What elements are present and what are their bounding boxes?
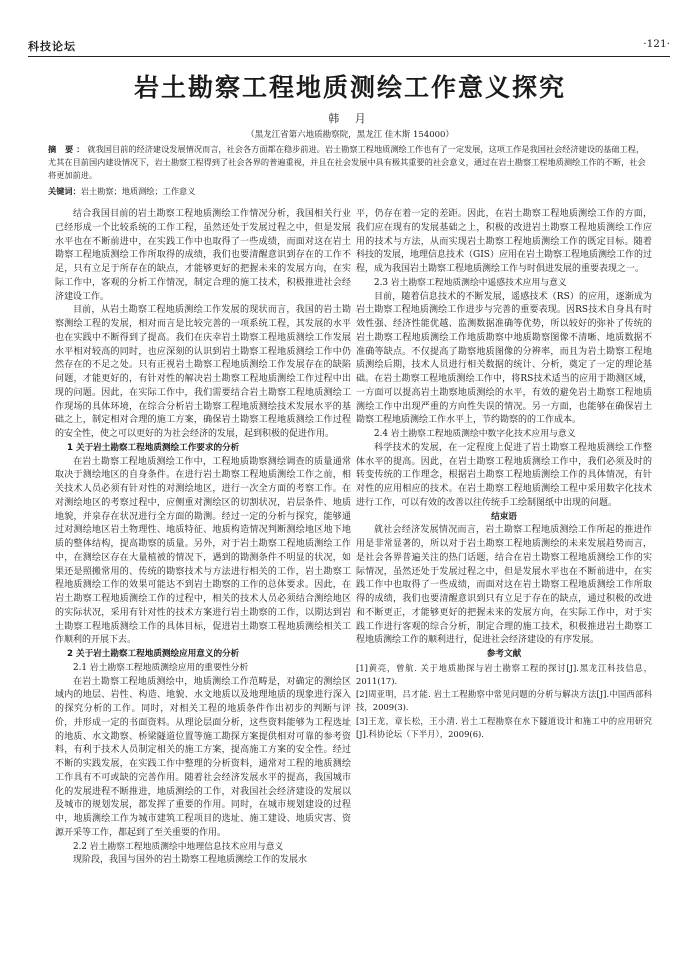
- abstract-label: 摘 要：: [48, 144, 88, 154]
- conclusion-heading: 结束语: [491, 511, 517, 522]
- paragraph: 现阶段，我国与国外的岩土勘察工程地质测绘工作的发展水: [73, 855, 308, 866]
- section-heading: 2 关于岩土勘察工程地质测绘应用意义的分析: [67, 649, 240, 659]
- paragraph: 目前，随着信息技术的不断发展，遥感技术（RS）的应用，逐渐成为岩土勘察工程地质测绘工作进步与完善的重要表现。因RS技术自身具有时效性强、经济性能优越、监测数据准确等优势，所以较好的弥补了传统的岩土勘察工程地质测绘工作地质勘察中地质勘察图像不清晰、地质数据不准确等缺点。不仅提高了勘察地质图像的分辨率，而且为岩土勘察工程地质测绘后期，技术人员进行相关数据的统计、分析，奠定了一定的理论基础。在岩土勘察工程地质测绘工作中，将RS技术适当的应用于勘测区域，一方面可以提高岩土勘察地质测绘的水平，有效的避免岩土勘察工程地质测绘工作中出现严重的方向性失误的情况。另一方面，也能够在确保岩土勘察工程地质测绘工作水平上，节约勘察的的工作成本。: [356, 291, 652, 426]
- reference-item: [1]黄亮，曾航. 关于地质勘探与岩土勘察工程的探讨[J].黑龙江科技信息，2011(17).: [356, 662, 652, 686]
- paragraph: 平，仍存在着一定的差距。因此，在岩土勘察工程地质测绘工作的方面，我们应在现有的发展基础之上，积极的改进岩土勘察工程地质测绘工作应用的技术与方法，从而实现岩土勘察工程地质测绘工作的既定目标。随着科技的发展，地理信息技术（GIS）应用在岩土勘察工程地质测绘工作的过程，成为我国岩土勘察工程地质测绘工作与时俱进发展的重要表现之一。: [356, 209, 652, 274]
- keywords-text: 岩土勘察；地质测绘；工作意义: [80, 186, 196, 196]
- subsection-heading: 2.4 岩土勘察工程地质测绘中数字化技术应用与意义: [374, 429, 576, 439]
- paragraph: 科学技术的发展，在一定程度上促进了岩土勘察工程地质测绘工作整体水平的提高。因此，在岩土勘察工程地质测绘工作中，我们必须及时的转变传统的工作理念，根据岩土勘察工程地质测绘工作的具体情况，有针对性的应用相应的技术。在岩土勘察工程地质测绘工程中采用数字化技术进行工作，可以有效的改善以往传统手工绘制图纸中出现的问题。: [356, 442, 652, 508]
- reference-item: [2]周亚明，吕才能. 岩土工程勘察中常见问题的分析与解决方法[J].中国西部科技，2009(3).: [356, 689, 652, 713]
- section-heading: 1 关于岩土勘察工程地质测绘工作要求的分析: [67, 442, 240, 453]
- reference-item: [3]王龙，章长松，王小清. 岩土工程勘察在水下隧道设计和施工中的应用研究[J].科协论坛（下半月），2009(6).: [356, 715, 652, 739]
- author: 韩 月: [328, 112, 372, 125]
- abstract-text: 就我国目前的经济建设发展情况而言，社会各方面都在稳步前进。岩土勘察工程地质测绘工作也有了一定发展，这项工作是我国社会经济建设的基础工程，尤其在目前国内建设情况下，岩土勘察工程得到了社会各界的普遍重视，并且在社会发展中具有极其重要的社会意义，通过在岩土勘察工程地质测绘工作的不断，社会将更加前进。: [48, 144, 646, 181]
- keywords: [48, 185, 652, 198]
- keywords-label: 关键词：: [48, 186, 81, 196]
- subsection-heading: 2.3 岩土勘察工程地质测绘中遥感技术应用与意义: [374, 277, 567, 288]
- subsection-heading: 2.1 岩土勘察工程地质测绘应用的重要性分析: [73, 662, 249, 673]
- article-title: 岩土勘察工程地质测绘工作意义探究: [133, 73, 566, 102]
- right-column: [356, 208, 652, 741]
- paragraph: 在岩土勘察工程地质测绘工作中，工程地质勘察测绘调查的质量通常取决于测绘地区的自身条件。在进行岩土勘察工程地质测绘工作之前，相关技术人员必须有针对性的对测绘地区，进行一次全方面的考察工作。在对测绘地区的考察过程中，应侧重对测绘区的切割状况，岩层条件、地质地貌，并泉存在状况进行全方面的勘测。经过一定的分析与探究，能够通过对测绘地区岩土物理性、地质特征、地质构造情况判断测绘地区地下地质的整体结构，提高勘察的质量。另外，对于岩土勘察工程地质测绘工作中，在测绘区存在大量植被的情况下，遇到的勘测条件不明显的状况，如果还是照搬常用的、传统的勘察技术与方法进行相关的工作，岩土勘察工程地质测绘工作的效果可能达不到岩土勘察的工作的总体要求。因此，在岩土勘察工程地质测绘工作的过程中，相关的技术人员必须结合测绘地区的实际状况，采用有针对性的技术方案进行岩土勘察的工作，以期达到岩土勘察工程地质测绘工作的具体目标，促进岩土勘察工程地质测绘相关工作顺利的开展下去。: [55, 456, 351, 646]
- paragraph: 结合我国目前的岩土勘察工程地质测绘工作情况分析，我国相关行业已经形成一个比较系统的工作工程，虽然还处于发展过程之中，但是发展水平也在不断前进中，在实践工作中也取得了一些成绩，而面对这在岩土勘察工程地质测绘工作所取得的成绩，我们也要清醒意识到存在的工作不足，只有立足于所存在的缺点，才能够更好的把握未来的发展方向，在实际工作中，客观的分析工作情况，制定合理的施工技术，积极推进社会经济建设工作。: [55, 209, 351, 302]
- journal-section: 科技论坛: [28, 40, 76, 53]
- abstract: [48, 143, 652, 183]
- paragraph: 就社会经济发展情况而言，岩土勘察工程地质测绘工作所起的推进作用是非常显著的，所以对于岩土勘察工程地质测绘的未来发展趋势而言，是社会各界普遍关注的热门话题，结合在岩土勘察工程地质测绘工作的实际情况，虽然还处于发展过程之中，但是发展水平也在不断前进中，在实践工作中也取得了一些成绩，而面对这在岩土勘察工程地质测绘工作所取得的成绩，我们也要清醒意识到只有立足于存在的缺点，通过积极的改进和不断更正，才能够更好的把握未来的发展方向，在实际工作中，对于实践工作进行客观的综合分析，制定合理的施工技术，积极推进岩土勘察工程地质测绘工作的顺利进行，促进社会经济建设的有序发展。: [356, 525, 652, 646]
- left-column: [55, 208, 351, 868]
- page-number: ·121·: [643, 38, 670, 50]
- paragraph: 目前，从岩土勘察工程地质测绘工作发展的现状而言，我国的岩土勘察测绘工程的发展，相对而言是比较完善的一项系统工程，其发展的水平也在实践中不断得到了提高。我们在庆幸岩土勘察工程地质测绘工作发展水平相对较高的同时，也应深刻的认识到岩土勘察工程地质测绘工作中仍然存在的不足之处。只有正视岩土勘察工程地质测绘工作发展存在的缺陷问题，才能更好的，有针对性的解决岩土勘察工程地质测绘工作过程中出现的问题。因此，在实际工作中，我们需要结合岩土勘察工程地质测绘工作现场的具体环境，在综合分析岩土勘察工程地质测绘技术发展水平的基础之上，制定相对合理的施工方案，确保岩土勘察工程地质测绘工作过程的安全性，使之可以更好的为社会经济的发展，起到积极的促进作用。: [55, 305, 351, 439]
- affiliation: （黑龙江省第六地质勘察院，黑龙江 佳木斯 154000）: [246, 130, 454, 140]
- subsection-heading: 2.2 岩土勘察工程地质测绘中地理信息技术应用与意义: [73, 841, 284, 852]
- references-heading: 参考文献: [486, 649, 522, 659]
- paragraph: 在岩土勘察工程地质测绘中，地质测绘工作范畴是，对确定的测绘区域内的地层、岩性、构造、地貌、水文地质以及地理地质的现象进行深入的探究分析的工作。同时，对相关工程的地质条件作出初步的判断与评价，并形成一定的书面资料。从理论层面分析，这些资料能够为工程选址的地质、水文勘察、桥梁隧道位置等施工勘探方案提供相对可靠的参考资料，有利于技术人员制定相关的施工方案，提高施工方案的安全性。经过不断的实践发展，在实践工作中整理的分析资料，通常对工程的地质测绘工作具有不可或缺的完善作用。随着社会经济发展水平的提高，我国城市化的发展进程不断推进，地质测绘的工作，对我国社会经济建设的发展以及城市的规划发展，都发挥了重要的作用。同时，在城市规划建设的过程中，地质测绘工作为城市建筑工程项目的选址、施工建设、地质灾害、资源开采等工作，都起到了至关重要的作用。: [55, 676, 351, 838]
- running-head: [28, 38, 670, 54]
- header-rule: [28, 56, 670, 57]
